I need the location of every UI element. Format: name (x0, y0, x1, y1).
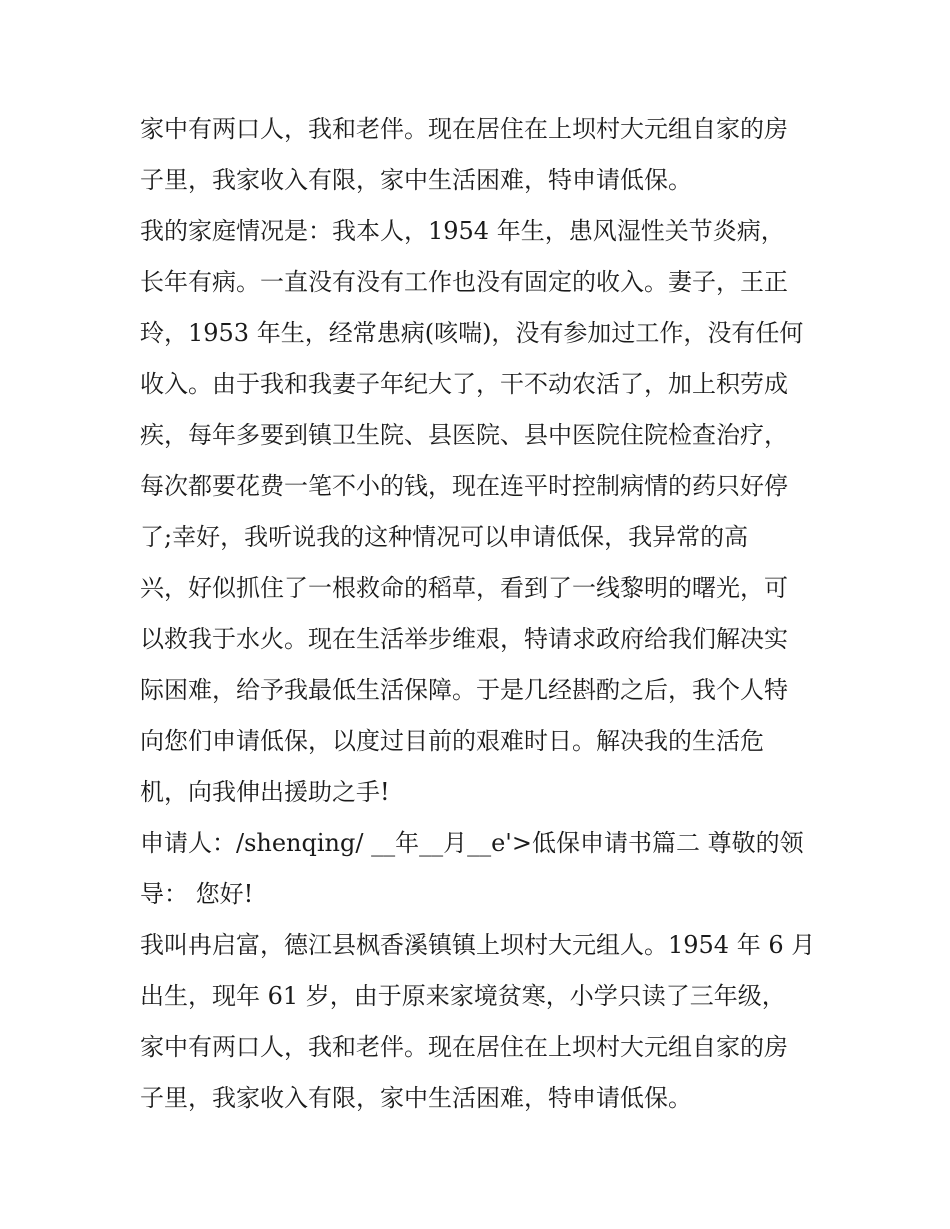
text-line: 以救我于水火。现在生活举步维艰，特请求政府给我们解决实 (140, 625, 788, 653)
text-line: 我的家庭情况是：我本人，1954 年生，患风湿性关节炎病， (140, 217, 785, 245)
text-line: 出生，现年 61 岁，由于原来家境贫寒，小学只读了三年级， (140, 982, 786, 1010)
text-line: 申请人：/shenqing/ __年__月__e'>低保申请书篇二 尊敬的领 (140, 829, 804, 857)
document-body (140, 104, 820, 1124)
text-line: 子里，我家收入有限，家中生活困难，特申请低保。 (140, 166, 692, 194)
text-line: 了;幸好，我听说我的这种情况可以申请低保，我异常的高 (140, 523, 749, 551)
text-line: 长年有病。一直没有没有工作也没有固定的收入。妻子，王正 (140, 268, 788, 296)
text-line: 收入。由于我和我妻子年纪大了，干不动农活了，加上积劳成 (140, 370, 788, 398)
text-line: 每次都要花费一笔不小的钱，现在连平时控制病情的药只好停 (140, 472, 788, 500)
text-line: 疾，每年多要到镇卫生院、县医院、县中医院住院检查治疗， (140, 421, 788, 449)
text-line: 玲，1953 年生，经常患病(咳喘)，没有参加过工作，没有任何 (140, 319, 804, 347)
text-line: 我叫冉启富，德江县枫香溪镇镇上坝村大元组人。1954 年 6 月 (140, 931, 816, 959)
text-line: 子里，我家收入有限，家中生活困难，特申请低保。 (140, 1084, 692, 1112)
text-line: 兴，好似抓住了一根救命的稻草，看到了一线黎明的曙光，可 (140, 574, 788, 602)
text-line: 家中有两口人，我和老伴。现在居住在上坝村大元组自家的房 (140, 1033, 788, 1061)
text-line: 导： 您好! (140, 880, 254, 908)
text-line: 机，向我伸出援助之手! (140, 778, 390, 806)
text-line: 际困难，给予我最低生活保障。于是几经斟酌之后，我个人特 (140, 676, 788, 704)
text-line: 家中有两口人，我和老伴。现在居住在上坝村大元组自家的房 (140, 115, 788, 143)
text-line: 向您们申请低保，以度过目前的艰难时日。解决我的生活危 (140, 727, 764, 755)
